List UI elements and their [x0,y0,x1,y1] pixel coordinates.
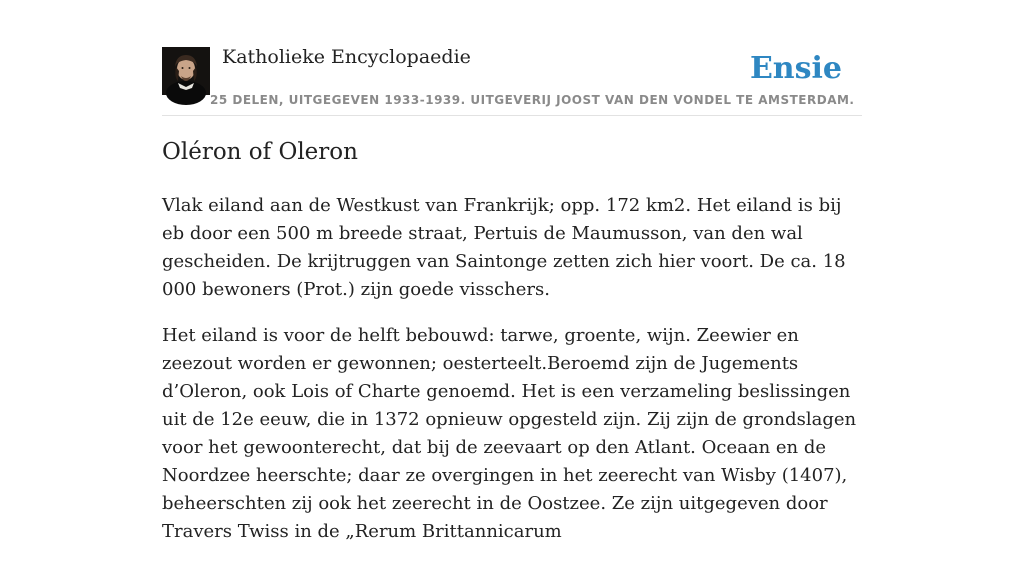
source-meta: 25 DELEN, UITGEGEVEN 1933-1939. UITGEVERIJ JOOST VAN DEN VONDEL TE AMSTERDAM. [210,93,855,107]
portrait-graphic [162,47,210,95]
portrait-icon [162,47,210,95]
article-body [162,192,862,564]
article-paragraph: Vlak eiland aan de Westkust van Frankrijk; opp. 172 km2. Het eiland is bij eb door een 500 m breede straat, Pertuis de Maumusson, van den wal gescheiden. De krijtruggen van Saintonge zetten zich hier voort. De ca. 18 000 bewoners (Prot.) zijn goede visschers. [162,195,846,300]
article-title: Oléron of Oleron [162,139,358,165]
source-title[interactable]: Katholieke Encyclopaedie [222,46,471,68]
header-divider [162,115,862,116]
brand-logo[interactable]: Ensie [749,51,842,86]
page-container [162,0,862,542]
article-paragraph: Het eiland is voor de helft bebouwd: tarwe, groente, wijn. Zeewier en zeezout worden er gewonnen; oesterteelt.Beroemd zijn de Jugements d’Oleron, ook Lois of Charte genoemd. Het is een verzameling beslissingen uit de 12e eeuw, die in 1372 opnieuw opgesteld zijn. Zij zijn de grondslagen voor het gewoonterecht, dat bij de zeevaart op den Atlant. Oceaan en de Noordzee heerschte; daar ze overgingen in het zeerecht van Wisby (1407), beheerschten zij ook het zeerecht in de Oostzee. Ze zijn uitgegeven door Travers Twiss in de „Rerum Brittannicarum [162,325,857,542]
